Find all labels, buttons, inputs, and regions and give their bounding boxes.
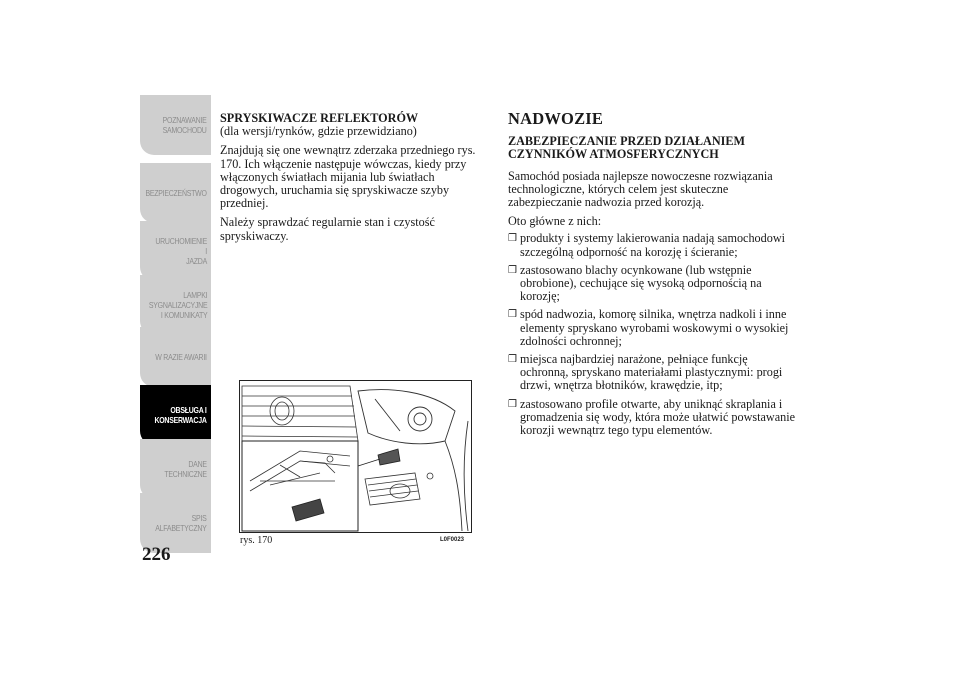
checkbox-bullet-icon: ❒ [508,233,517,245]
list-item-text: miejsca najbardziej narażone, pełniące funkcję ochronną, spryskano materiałami plastycznymi: progi drzwi, wnętrza błotników, krawędzie, itp; [520,352,783,393]
tab-uruchomienie-i-jazda[interactable] [140,221,211,281]
headlamp-washers-check-paragraph: Należy sprawdzać regularnie stan i czystość spryskiwaczy. [220,215,435,243]
tab-obsluga-i-konserwacja[interactable] [140,385,211,445]
corrosion-lead-paragraph: Oto główne z nich: [508,214,602,229]
list-item-text: zastosowano profile otwarte, aby uniknąć skraplania i gromadzenia się wody, która może ułatwić powstawanie korozji wewnątrz tego typu elementów. [520,396,796,438]
corrosion-protection-subtitle: ZABEZPIECZANIE PRZED DZIAŁANIEM CZYNNIKÓW ATMOSFERYCZNYCH [508,134,746,162]
list-item [508,308,798,348]
car-front-illustration [240,381,471,532]
tab-poznawanie-samochodu[interactable] [140,95,211,155]
checkbox-bullet-icon: ❒ [508,309,517,321]
tab-label: BEZPIECZEŃSTWO [145,188,207,198]
tab-w-razie-awarii[interactable] [140,327,211,387]
figure-headlamp-washer [239,380,472,533]
tab-lampki-sygnalizacyjne[interactable] [140,275,211,335]
headlamp-washers-heading: SPRYSKIWACZE REFLEKTORÓW [220,111,419,125]
right-column [508,109,798,442]
corrosion-intro-paragraph: Samochód posiada najlepsze nowoczesne rozwiązania technologiczne, których celem jest skuteczne zabezpieczanie nadwozia przed korozją. [508,168,773,210]
left-column [220,112,488,249]
checkbox-bullet-icon: ❒ [508,354,517,366]
tab-bezpieczenstwo[interactable] [140,163,211,223]
tab-label: SPIS ALFABETYCZNY [155,513,207,533]
list-item [508,398,798,438]
tab-label: POZNAWANIE SAMOCHODU [163,115,207,135]
tab-label: LAMPKI SYGNALIZACYJNE I KOMUNIKATY [148,290,207,320]
figure-code: L0F0023 [440,537,465,543]
corrosion-measures-list [508,232,798,437]
list-item [508,232,798,258]
headlamp-washers-subheading: (dla wersji/rynków, gdzie przewidziano) [220,124,417,139]
tab-dane-techniczne[interactable] [140,439,211,499]
tab-label: URUCHOMIENIE I JAZDA [155,236,207,266]
headlamp-washers-paragraph: Znajdują się one wewnątrz zderzaka przedniego rys. 170. Ich włączenie następuje wówczas, kiedy przy włączonych światłach mijania lub światłach drogowych, uruchamia się spryskiwacze szyby przedniej. [220,143,476,211]
list-item [508,353,798,393]
checkbox-bullet-icon: ❒ [508,264,517,276]
tab-label: W RAZIE AWARII [155,352,207,362]
tab-label: OBSŁUGA I KONSERWACJA [154,405,207,425]
tab-label: DANE TECHNICZNE [164,459,207,479]
list-item-text: spód nadwozia, komorę silnika, wnętrza nadkoli i inne elementy spryskano wyrobami woskowymi o wysokiej zdolności ochronnej; [520,307,789,348]
figure-caption: rys. 170 [240,535,273,546]
section-title: NADWOZIE [508,109,604,128]
list-item [508,264,798,304]
list-item-text: produkty i systemy lakierowania nadają samochodowi szczególną odporność na korozję i ścieranie; [520,231,786,259]
page-number: 226 [142,544,171,565]
list-item-text: zastosowano blachy ocynkowane (lub wstępnie obrobione), cechujące się wysoką odpornością na korozję; [520,262,762,304]
checkbox-bullet-icon: ❒ [508,398,517,410]
